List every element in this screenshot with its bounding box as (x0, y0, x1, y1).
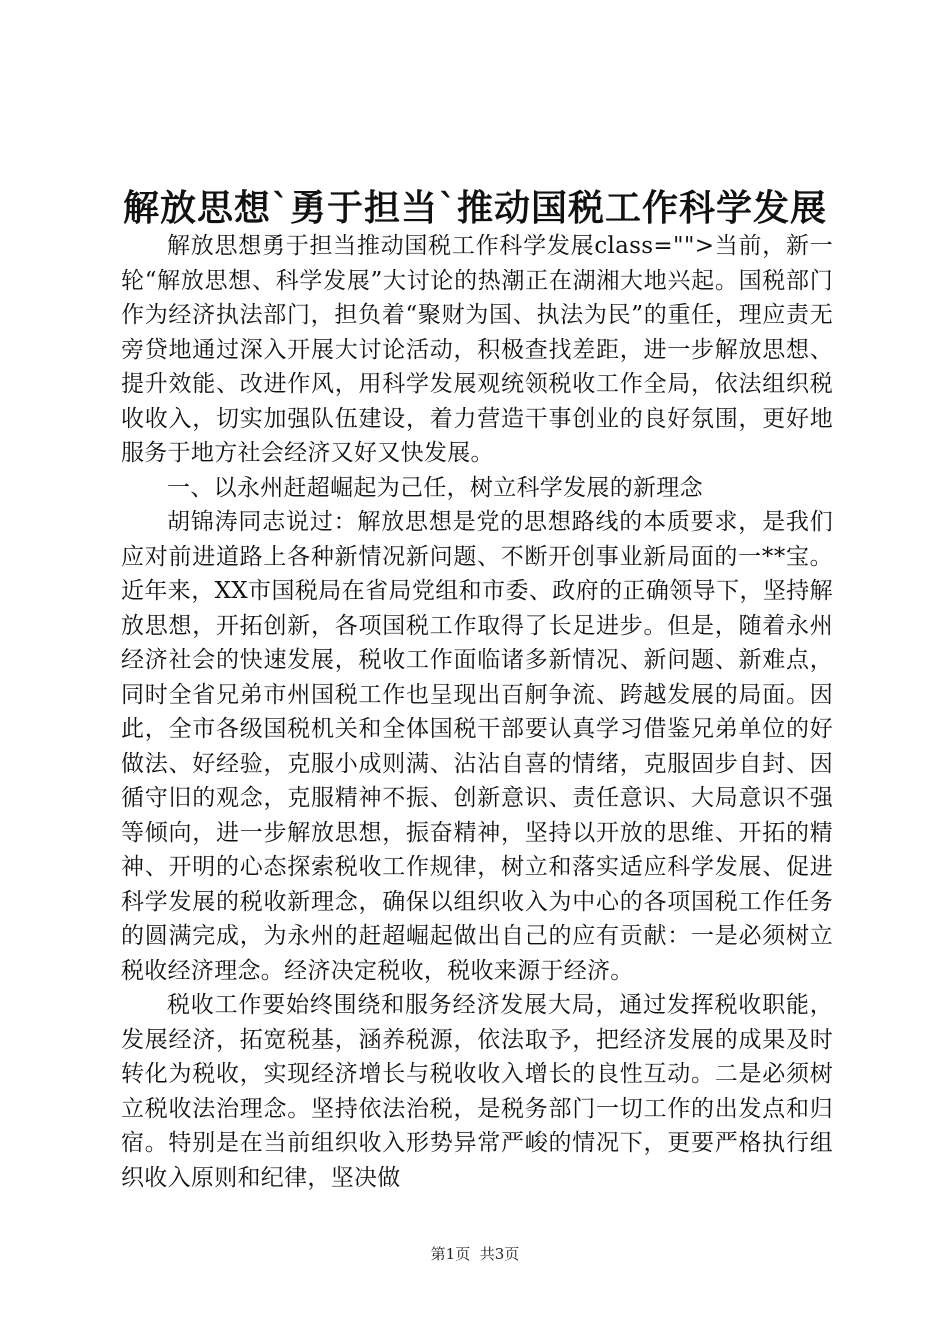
section-heading-1: 一、以永州赶超崛起为己任，树立科学发展的新理念 (167, 474, 703, 501)
page-number: 第1页 (430, 1245, 471, 1263)
paragraph-intro: 解放思想勇于担当推动国税工作科学发展class="">当前，新一轮“解放思想、科学发展”大讨论的热潮正在湖湘大地兴起。国税部门作为经济执法部门，担负着“聚财为国、执法为民”的重任，理应责无旁贷地通过深入开展大讨论活动，积极查找差距，进一步解放思想、提升效能、改进作风，用科学发展观统领税收工作全局，依法组织税收收入，切实加强队伍建设，着力营造干事创业的良好氛围，更好地服务于地方社会经济又好又快发展。 (121, 233, 833, 466)
paragraph-tax-work: 税收工作要始终围绕和服务经济发展大局，通过发挥税收职能，发展经济，拓宽税基，涵养税源，依法取予，把经济发展的成果及时转化为税收，实现经济增长与税收收入增长的良性互动。二是必须树立税收法治理念。坚持依法治税，是税务部门一切工作的出发点和归宿。特别是在当前组织收入形势异常严峻的情况下，更要严格执行组织收入原则和纪律，坚决做 (121, 992, 833, 1191)
document-title: 解放思想`勇于担当`推动国税工作科学发展 (122, 187, 827, 229)
page-footer (0, 1244, 950, 1264)
paragraph-section-1: 胡锦涛同志说过：解放思想是党的思想路线的本质要求，是我们应对前进道路上各种新情况新问题、不断开创事业新局面的一**宝。近年来，XX市国税局在省局党组和市委、政府的正确领导下，坚持解放思想，开拓创新，各项国税工作取得了长足进步。但是，随着永州经济社会的快速发展，税收工作面临诸多新情况、新问题、新难点，同时全省兄弟市州国税工作也呈现出百舸争流、跨越发展的局面。因此，全市各级国税机关和全体国税干部要认真学习借鉴兄弟单位的好做法、好经验，克服小成则满、沾沾自喜的情绪，克服固步自封、因循守旧的观念，克服精神不振、创新意识、责任意识、大局意识不强等倾向，进一步解放思想，振奋精神，坚持以开放的思维、开拓的精神、开明的心态探索税收工作规律，树立和落实适应科学发展、促进科学发展的税收新理念，确保以组织收入为中心的各项国税工作任务的圆满完成，为永州的赶超崛起做出自己的应有贡献：一是必须树立税收经济理念。经济决定税收，税收来源于经济。 (121, 509, 833, 984)
page-total: 共3页 (479, 1245, 520, 1263)
document-body (121, 229, 833, 1195)
